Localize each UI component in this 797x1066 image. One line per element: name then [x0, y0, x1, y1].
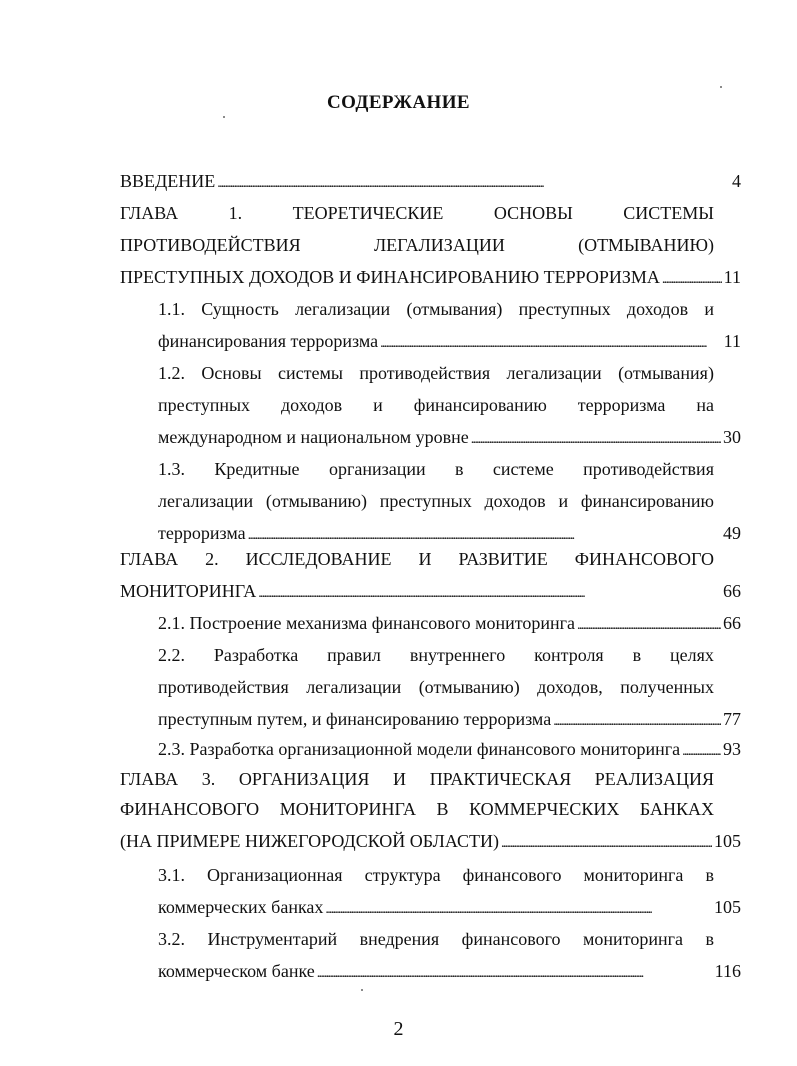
dot-leader: [217, 170, 730, 195]
toc-word: в: [455, 459, 464, 479]
toc-line: [120, 768, 714, 790]
toc-word: финансового: [462, 865, 562, 885]
toc-entry-text: коммерческом банке: [158, 961, 315, 981]
toc-entry-text: ПРЕСТУПНЫХ ДОХОДОВ И ФИНАНСИРОВАНИЮ ТЕРРОРИЗМА: [120, 267, 660, 287]
toc-line: [120, 830, 741, 852]
toc-word: мониторинга: [583, 865, 684, 885]
scan-speck: [720, 86, 722, 88]
toc-line: [158, 298, 714, 320]
toc-word: ЛЕГАЛИЗАЦИИ: [373, 235, 505, 255]
toc-word: Инструментарий: [207, 929, 338, 949]
toc-page-number: 105: [714, 897, 741, 917]
toc-entry-text: финансирования терроризма: [158, 331, 379, 351]
scan-speck: [361, 989, 363, 991]
toc-word: РАЗВИТИЕ: [458, 549, 548, 569]
toc-word: 1.2.: [158, 363, 185, 383]
toc-page-number: 105: [714, 831, 741, 851]
toc-word: целях: [670, 645, 714, 665]
toc-word: (отмывания): [618, 363, 714, 383]
toc-word: 3.1.: [158, 865, 185, 885]
toc-entry-text: 2.3. Разработка организационной модели финансового мониторинга: [158, 739, 681, 759]
toc-word: (ОТМЫВАНИЮ): [578, 235, 714, 255]
toc-word: противодействия: [359, 363, 491, 383]
toc-word: И: [418, 549, 432, 569]
toc-line: [158, 738, 741, 760]
toc-word: преступных: [158, 395, 251, 415]
toc-line: [120, 548, 714, 570]
toc-entry-text: (НА ПРИМЕРЕ НИЖЕГОРОДСКОЙ ОБЛАСТИ): [120, 831, 499, 851]
toc-word: ФИНАНСОВОГО: [120, 799, 260, 819]
toc-entry-text: ВВЕДЕНИЕ: [120, 171, 216, 191]
toc-word: ПРОТИВОДЕЙСТВИЯ: [120, 235, 301, 255]
toc-word: Организационная: [207, 865, 343, 885]
toc-word: доходов: [281, 395, 343, 415]
toc-line: [158, 394, 714, 416]
toc-word: и: [373, 395, 383, 415]
toc-word: ОСНОВЫ: [493, 203, 573, 223]
toc-page-number: 66: [723, 581, 741, 601]
toc-word: ГЛАВА: [120, 203, 179, 223]
page-number: 2: [393, 1018, 404, 1040]
toc-word: легализации: [158, 491, 254, 511]
toc-word: РЕАЛИЗАЦИЯ: [594, 769, 714, 789]
dot-leader: [258, 580, 721, 605]
toc-page-number: 49: [723, 523, 741, 543]
toc-word: преступных: [379, 491, 472, 511]
toc-line: [120, 798, 714, 820]
toc-word: В: [436, 799, 449, 819]
dot-leader: [380, 330, 722, 355]
toc-word: Кредитные: [214, 459, 300, 479]
toc-word: на: [696, 395, 714, 415]
toc-page-number: 116: [714, 961, 741, 981]
toc-entry-text: 2.1. Построение механизма финансового мониторинга: [158, 613, 576, 633]
toc-word: БАНКАХ: [639, 799, 714, 819]
dot-leader: [577, 612, 721, 637]
toc-word: системы: [278, 363, 343, 383]
toc-line: [158, 458, 714, 480]
toc-word: 3.2.: [158, 929, 185, 949]
toc-entry-text: терроризма: [158, 523, 246, 543]
toc-word: правил: [327, 645, 381, 665]
dot-leader: [325, 896, 712, 921]
toc-line: [158, 960, 741, 982]
toc-word: структура: [364, 865, 441, 885]
toc-word: (отмыванию): [418, 677, 520, 697]
toc-word: внутреннего: [409, 645, 506, 665]
toc-line: [120, 202, 714, 224]
toc-line: [158, 864, 714, 886]
toc-line: [120, 170, 741, 192]
toc-word: КОММЕРЧЕСКИХ: [469, 799, 620, 819]
toc-word: 1.: [228, 203, 243, 223]
toc-word: противодействия: [583, 459, 714, 479]
toc-word: контроля: [534, 645, 604, 665]
toc-word: 2.: [205, 549, 219, 569]
toc-word: в: [705, 865, 714, 885]
toc-word: легализации: [506, 363, 602, 383]
toc-line: [158, 612, 741, 634]
toc-word: легализации: [295, 299, 391, 319]
toc-word: внедрения: [359, 929, 440, 949]
toc-word: ФИНАНСОВОГО: [574, 549, 714, 569]
toc-word: (отмывания): [406, 299, 503, 319]
toc-line: [158, 928, 714, 950]
toc-word: в: [632, 645, 642, 665]
toc-line: [158, 676, 714, 698]
dot-leader: [248, 522, 721, 547]
toc-page-number: 4: [732, 171, 741, 191]
dot-leader: [682, 738, 721, 763]
page-title: СОДЕРЖАНИЕ: [327, 92, 470, 113]
toc-line: [158, 490, 714, 512]
toc-word: И: [393, 769, 407, 789]
toc-line: [158, 522, 741, 544]
toc-page-number: 11: [723, 267, 741, 287]
toc-word: 1.3.: [158, 459, 185, 479]
dot-leader: [471, 426, 721, 451]
toc-word: финансированию: [580, 491, 714, 511]
toc-line: [158, 896, 741, 918]
dot-leader: [501, 830, 712, 855]
toc-word: легализации: [306, 677, 402, 697]
toc-page-number: 93: [723, 739, 741, 759]
toc-word: и: [704, 299, 714, 319]
toc-word: преступных: [518, 299, 611, 319]
toc-word: организации: [328, 459, 426, 479]
dot-leader: [662, 266, 722, 291]
toc-word: доходов,: [537, 677, 603, 697]
toc-line: [158, 708, 741, 730]
toc-word: ОРГАНИЗАЦИЯ: [238, 769, 370, 789]
toc-word: ГЛАВА: [120, 549, 179, 569]
toc-page-number: 11: [723, 331, 741, 351]
toc-word: в: [705, 929, 714, 949]
toc-word: доходов: [626, 299, 689, 319]
toc-word: (отмыванию): [265, 491, 367, 511]
toc-entry-text: преступным путем, и финансированию терроризма: [158, 709, 552, 729]
toc-word: ГЛАВА: [120, 769, 179, 789]
toc-word: ИССЛЕДОВАНИЕ: [245, 549, 392, 569]
toc-word: 1.1.: [158, 299, 185, 319]
toc-word: 3.: [201, 769, 216, 789]
toc-line: [120, 234, 714, 256]
toc-word: и: [558, 491, 569, 511]
toc-entry-text: МОНИТОРИНГА: [120, 581, 257, 601]
toc-word: Разработка: [213, 645, 299, 665]
toc-page-number: 30: [723, 427, 741, 447]
dot-leader: [553, 708, 721, 733]
toc-word: терроризма: [577, 395, 666, 415]
toc-entry-text: коммерческих банках: [158, 897, 324, 917]
toc-page-number: 77: [723, 709, 741, 729]
toc-line: [120, 580, 741, 602]
toc-word: МОНИТОРИНГА: [279, 799, 416, 819]
toc-line: [158, 426, 741, 448]
toc-line: [158, 362, 714, 384]
toc-line: [158, 644, 714, 666]
toc-word: системе: [492, 459, 554, 479]
scan-speck: [223, 116, 225, 118]
toc-word: финансового: [461, 929, 561, 949]
toc-word: ПРАКТИЧЕСКАЯ: [429, 769, 572, 789]
toc-page-number: 66: [723, 613, 741, 633]
toc-word: Сущность: [201, 299, 279, 319]
dot-leader: [317, 960, 713, 985]
toc-line: [158, 330, 741, 352]
toc-word: мониторинга: [583, 929, 683, 949]
toc-word: 2.2.: [158, 645, 185, 665]
toc-line: [120, 266, 741, 288]
toc-word: противодействия: [158, 677, 289, 697]
toc-word: ТЕОРЕТИЧЕСКИЕ: [292, 203, 444, 223]
toc-word: полученных: [620, 677, 714, 697]
toc-word: СИСТЕМЫ: [623, 203, 714, 223]
toc-word: доходов: [484, 491, 546, 511]
toc-word: Основы: [201, 363, 262, 383]
toc-entry-text: международном и национальном уровне: [158, 427, 469, 447]
toc-word: финансированию: [413, 395, 547, 415]
